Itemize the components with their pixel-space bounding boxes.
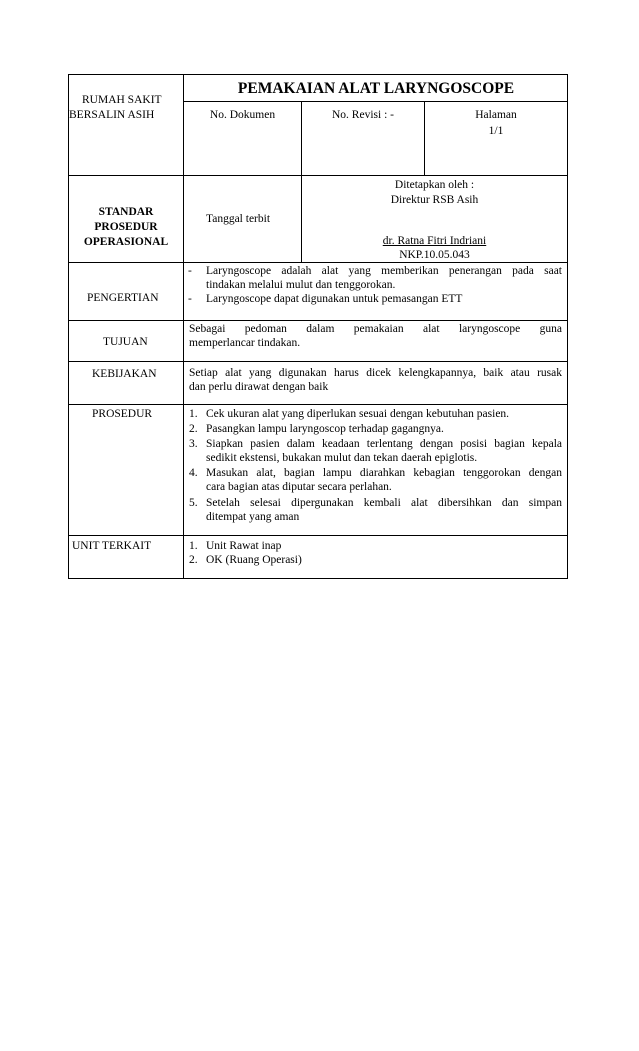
spo-label-line3: OPERASIONAL [83,236,169,248]
ditetapkan-line1: Ditetapkan oleh : [394,179,475,191]
column-divider [183,74,184,579]
row-divider [68,535,568,536]
row-divider [68,262,568,263]
list-item-text: Laryngoscope dapat digunakan untuk pemasangan ETT [206,293,463,305]
row-divider [68,320,568,321]
no-dokumen-label: No. Dokumen [209,109,276,121]
title-divider [184,101,568,102]
list-number: 4. [189,467,198,479]
list-item-text: Setelah selesai dipergunakan kembali alat dibersihkan dan simpan [206,497,562,509]
table-border-bottom [68,578,568,579]
list-bullet: - [188,265,192,277]
row-divider [68,175,568,176]
tujuan-text-line1: Sebagai pedoman dalam pemakaian alat laryngoscope guna [189,323,562,335]
list-item-text: OK (Ruang Operasi) [206,554,302,566]
table-border-top [68,74,568,75]
list-number: 1. [189,540,198,552]
spo-label-line2: PROSEDUR [94,221,158,233]
signer-name: dr. Ratna Fitri Indriani [382,235,487,247]
list-number: 1. [189,408,198,420]
list-item-text: Cek ukuran alat yang diperlukan sesuai dengan kebutuhan pasien. [206,408,510,420]
list-item-text: Pasangkan lampu laryngoscop terhadap gagangnya. [206,423,444,435]
kebijakan-text-line1: Setiap alat yang digunakan harus dicek kelengkapannya, baik atau rusak [189,367,562,379]
list-number: 3. [189,438,198,450]
list-item-text: cara bagian atas diputar secara perlahan. [206,481,392,493]
table-border-left [68,74,69,579]
list-number: 2. [189,423,198,435]
spo-label-line1: STANDAR [98,206,154,218]
institution-name-line1: RUMAH SAKIT [82,94,162,106]
tujuan-label: TUJUAN [103,336,148,348]
list-number: 2. [189,554,198,566]
list-bullet: - [188,293,192,305]
signer-nkp: NKP.10.05.043 [399,249,470,261]
no-revisi-label: No. Revisi : - [332,109,394,121]
tanggal-terbit-label: Tanggal terbit [206,213,271,225]
halaman-value: 1/1 [488,125,504,137]
kebijakan-text-line2: dan perlu dirawat dengan baik [189,381,329,393]
row-divider [68,404,568,405]
list-item-text: tindakan melalui mulut dan tenggorokan. [206,279,396,291]
table-border-right [567,74,568,579]
prosedur-label: PROSEDUR [92,408,153,420]
list-item-text: Siapkan pasien dalam keadaan terlentang dengan posisi bagian kepala [206,438,562,450]
list-item-text: sedikit ekstensi, bukakan mulut dan tekan daerah epiglotis. [206,452,478,464]
list-item-text: ditempat yang aman [206,511,300,523]
row-divider [68,361,568,362]
list-item-text: Unit Rawat inap [206,540,282,552]
tujuan-text-line2: memperlancar tindakan. [189,337,301,349]
halaman-label: Halaman [475,109,517,121]
unit-terkait-label: UNIT TERKAIT [72,540,152,552]
ditetapkan-line2: Direktur RSB Asih [390,194,479,206]
kebijakan-label: KEBIJAKAN [92,368,157,380]
list-item-text: Masukan alat, bagian lampu diarahkan kebagian tenggorokan dengan [206,467,562,479]
institution-name-line2: BERSALIN ASIH [69,109,155,121]
list-item-text: Laryngoscope adalah alat yang memberikan penerangan pada saat [206,265,562,277]
pengertian-label: PENGERTIAN [87,292,159,304]
list-number: 5. [189,497,198,509]
document-title: PEMAKAIAN ALAT LARYNGOSCOPE [237,80,515,97]
